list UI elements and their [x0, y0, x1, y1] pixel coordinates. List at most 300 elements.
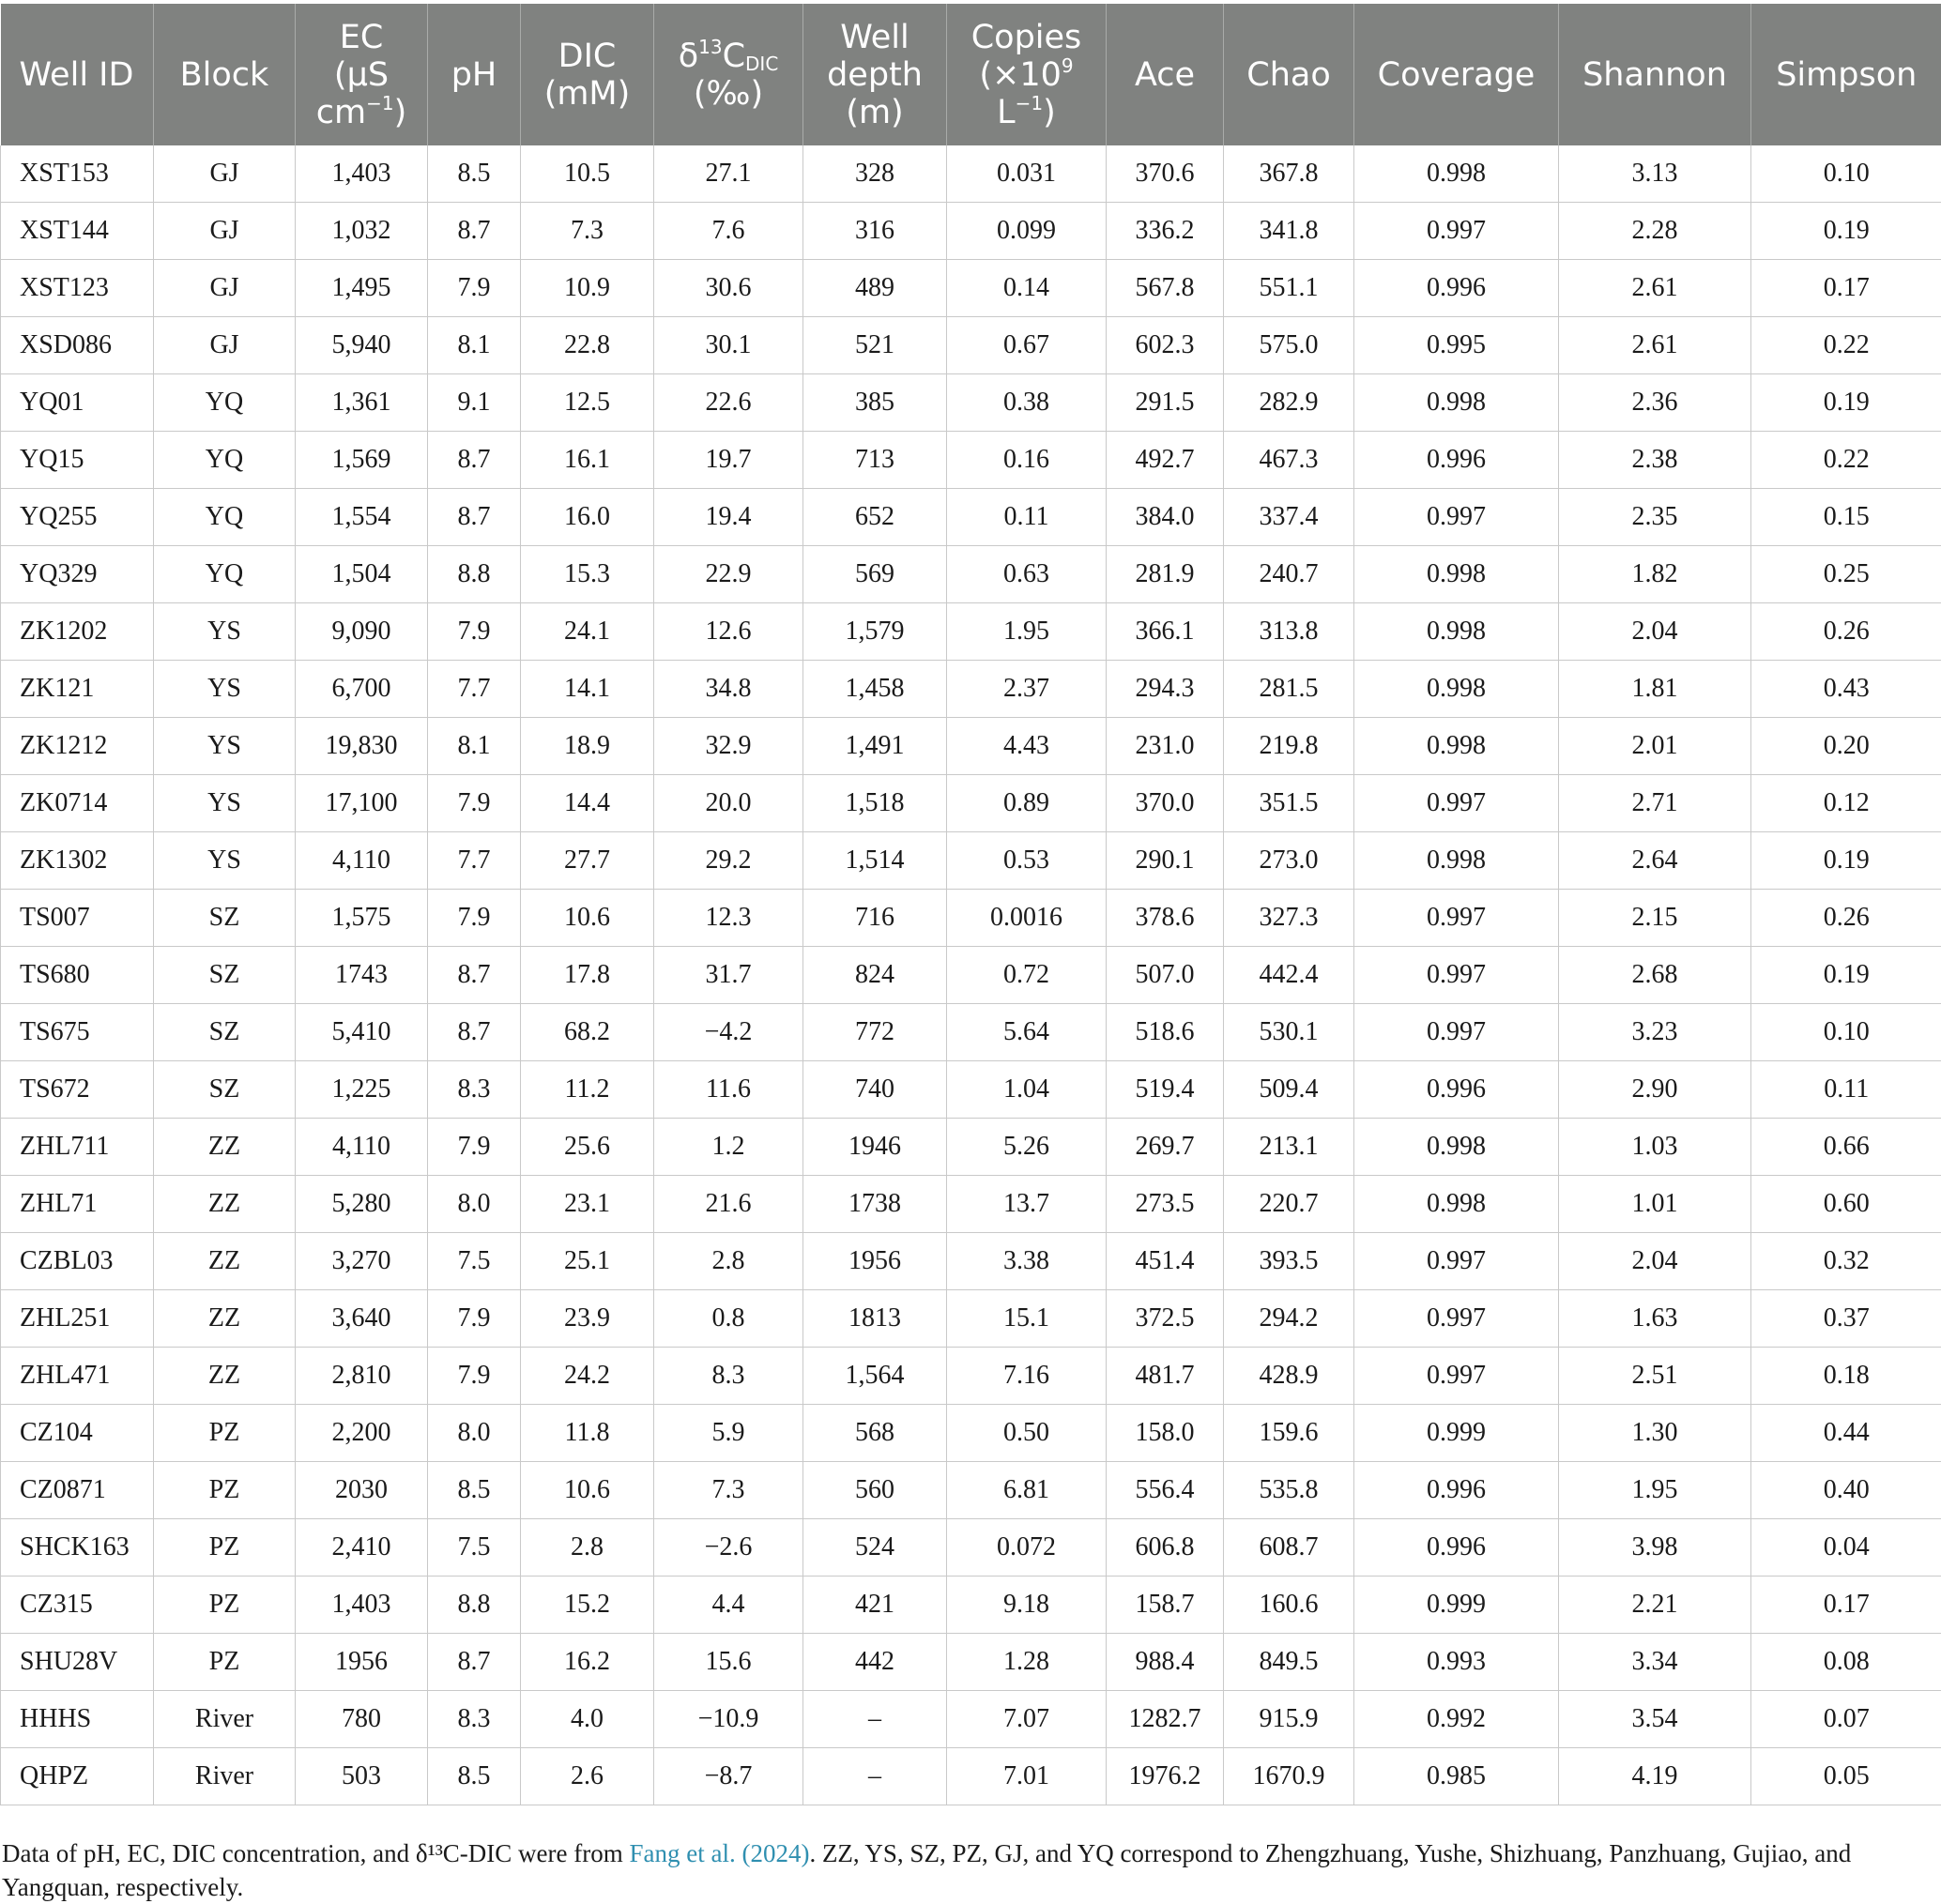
cell-ph: 8.7	[428, 432, 521, 489]
cell-d13c-dic: 30.1	[654, 317, 803, 374]
cell-chao: 367.8	[1224, 145, 1354, 203]
cell-block: GJ	[154, 203, 296, 260]
cell-well-id: ZHL251	[1, 1290, 154, 1348]
cell-ec: 2,200	[296, 1405, 428, 1462]
cell-well-id: XST153	[1, 145, 154, 203]
cell-ec: 1,403	[296, 1577, 428, 1634]
cell-block: YS	[154, 775, 296, 832]
cell-ace: 1976.2	[1107, 1748, 1224, 1805]
cell-coverage: 0.996	[1354, 1061, 1559, 1119]
table-row	[1, 432, 1941, 489]
cell-copies: 4.43	[947, 718, 1107, 775]
cell-coverage: 0.997	[1354, 1290, 1559, 1348]
cell-chao: 213.1	[1224, 1119, 1354, 1176]
cell-shannon: 2.35	[1559, 489, 1751, 546]
cell-dic: 10.5	[521, 145, 654, 203]
table-row	[1, 661, 1941, 718]
cell-shannon: 2.15	[1559, 890, 1751, 947]
cell-block: SZ	[154, 890, 296, 947]
header-dic: DIC (mM)	[521, 4, 654, 145]
cell-copies: 0.50	[947, 1405, 1107, 1462]
cell-ec: 3,640	[296, 1290, 428, 1348]
cell-ace: 366.1	[1107, 603, 1224, 661]
cell-ec: 19,830	[296, 718, 428, 775]
cell-simpson: 0.15	[1751, 489, 1941, 546]
cell-coverage: 0.996	[1354, 432, 1559, 489]
table-row	[1, 1748, 1941, 1805]
cell-simpson: 0.17	[1751, 1577, 1941, 1634]
cell-d13c-dic: 0.8	[654, 1290, 803, 1348]
cell-copies: 9.18	[947, 1577, 1107, 1634]
cell-ec: 1,403	[296, 145, 428, 203]
cell-dic: 14.4	[521, 775, 654, 832]
cell-copies: 7.01	[947, 1748, 1107, 1805]
cell-block: YS	[154, 832, 296, 890]
cell-well-id: HHHS	[1, 1691, 154, 1748]
cell-dic: 68.2	[521, 1004, 654, 1061]
cell-ph: 8.3	[428, 1061, 521, 1119]
cell-ec: 1956	[296, 1634, 428, 1691]
cell-well-depth: 421	[803, 1577, 947, 1634]
cell-simpson: 0.07	[1751, 1691, 1941, 1748]
cell-chao: 327.3	[1224, 890, 1354, 947]
footnote-text-end: . ZZ, YS, SZ, PZ, GJ, and YQ correspond to Zhengzhuang, Yushe, Shizhuang, Panzhuang, Gujiao, and Yangquan, respectively.	[2, 1839, 1851, 1901]
cell-well-id: CZ315	[1, 1577, 154, 1634]
cell-coverage: 0.997	[1354, 203, 1559, 260]
cell-well-id: YQ15	[1, 432, 154, 489]
cell-coverage: 0.996	[1354, 1519, 1559, 1577]
cell-copies: 3.38	[947, 1233, 1107, 1290]
cell-ph: 7.5	[428, 1519, 521, 1577]
cell-dic: 16.0	[521, 489, 654, 546]
header-simpson: Simpson	[1751, 4, 1941, 145]
cell-simpson: 0.44	[1751, 1405, 1941, 1462]
cell-shannon: 2.68	[1559, 947, 1751, 1004]
cell-copies: 0.072	[947, 1519, 1107, 1577]
cell-simpson: 0.08	[1751, 1634, 1941, 1691]
table-row	[1, 546, 1941, 603]
cell-chao: 1670.9	[1224, 1748, 1354, 1805]
cell-ph: 8.8	[428, 546, 521, 603]
cell-simpson: 0.19	[1751, 203, 1941, 260]
cell-ec: 503	[296, 1748, 428, 1805]
cell-ec: 1,361	[296, 374, 428, 432]
cell-well-depth: 713	[803, 432, 947, 489]
cell-well-depth: 385	[803, 374, 947, 432]
cell-coverage: 0.985	[1354, 1748, 1559, 1805]
table-row	[1, 890, 1941, 947]
cell-chao: 509.4	[1224, 1061, 1354, 1119]
cell-shannon: 3.54	[1559, 1691, 1751, 1748]
cell-shannon: 2.38	[1559, 432, 1751, 489]
cell-block: YQ	[154, 432, 296, 489]
cell-ph: 8.7	[428, 489, 521, 546]
cell-chao: 849.5	[1224, 1634, 1354, 1691]
cell-dic: 25.6	[521, 1119, 654, 1176]
cell-dic: 2.6	[521, 1748, 654, 1805]
cell-chao: 282.9	[1224, 374, 1354, 432]
cell-well-depth: 1813	[803, 1290, 947, 1348]
cell-ph: 8.5	[428, 1462, 521, 1519]
cell-copies: 0.031	[947, 145, 1107, 203]
cell-simpson: 0.26	[1751, 890, 1941, 947]
cell-d13c-dic: 8.3	[654, 1348, 803, 1405]
cell-copies: 0.16	[947, 432, 1107, 489]
cell-shannon: 2.64	[1559, 832, 1751, 890]
cell-copies: 2.37	[947, 661, 1107, 718]
cell-coverage: 0.998	[1354, 1176, 1559, 1233]
cell-copies: 0.67	[947, 317, 1107, 374]
cell-simpson: 0.32	[1751, 1233, 1941, 1290]
cell-ph: 7.9	[428, 890, 521, 947]
cell-chao: 281.5	[1224, 661, 1354, 718]
cell-ec: 1,495	[296, 260, 428, 317]
header-coverage: Coverage	[1354, 4, 1559, 145]
cell-coverage: 0.998	[1354, 374, 1559, 432]
cell-ph: 7.9	[428, 1290, 521, 1348]
cell-well-id: TS680	[1, 947, 154, 1004]
cell-d13c-dic: 12.3	[654, 890, 803, 947]
cell-coverage: 0.999	[1354, 1405, 1559, 1462]
cell-well-id: YQ01	[1, 374, 154, 432]
cell-chao: 551.1	[1224, 260, 1354, 317]
cell-simpson: 0.26	[1751, 603, 1941, 661]
table-row	[1, 203, 1941, 260]
cell-ace: 384.0	[1107, 489, 1224, 546]
cell-well-id: XST123	[1, 260, 154, 317]
cell-block: PZ	[154, 1405, 296, 1462]
cell-d13c-dic: 32.9	[654, 718, 803, 775]
table-row	[1, 374, 1941, 432]
cell-ph: 8.7	[428, 1634, 521, 1691]
cell-chao: 393.5	[1224, 1233, 1354, 1290]
table-row	[1, 718, 1941, 775]
cell-well-id: YQ255	[1, 489, 154, 546]
cell-coverage: 0.998	[1354, 832, 1559, 890]
cell-well-depth: 1738	[803, 1176, 947, 1233]
cell-d13c-dic: 30.6	[654, 260, 803, 317]
cell-ec: 1743	[296, 947, 428, 1004]
cell-ec: 3,270	[296, 1233, 428, 1290]
cell-ec: 1,504	[296, 546, 428, 603]
cell-dic: 17.8	[521, 947, 654, 1004]
table-row	[1, 1634, 1941, 1691]
cell-well-id: YQ329	[1, 546, 154, 603]
cell-shannon: 2.04	[1559, 1233, 1751, 1290]
cell-d13c-dic: 21.6	[654, 1176, 803, 1233]
cell-block: PZ	[154, 1577, 296, 1634]
cell-copies: 0.11	[947, 489, 1107, 546]
cell-copies: 7.07	[947, 1691, 1107, 1748]
cell-ph: 7.9	[428, 775, 521, 832]
cell-simpson: 0.19	[1751, 374, 1941, 432]
cell-well-depth: 652	[803, 489, 947, 546]
cell-ph: 8.1	[428, 718, 521, 775]
cell-chao: 351.5	[1224, 775, 1354, 832]
cell-copies: 0.14	[947, 260, 1107, 317]
cell-simpson: 0.19	[1751, 947, 1941, 1004]
cell-ph: 8.8	[428, 1577, 521, 1634]
cell-shannon: 1.95	[1559, 1462, 1751, 1519]
table-row	[1, 145, 1941, 203]
cell-ec: 1,554	[296, 489, 428, 546]
cell-dic: 23.1	[521, 1176, 654, 1233]
cell-ace: 492.7	[1107, 432, 1224, 489]
cell-chao: 160.6	[1224, 1577, 1354, 1634]
table-row	[1, 1519, 1941, 1577]
cell-ec: 5,940	[296, 317, 428, 374]
cell-ace: 518.6	[1107, 1004, 1224, 1061]
cell-shannon: 2.28	[1559, 203, 1751, 260]
cell-well-depth: 824	[803, 947, 947, 1004]
cell-dic: 2.8	[521, 1519, 654, 1577]
cell-well-depth: 568	[803, 1405, 947, 1462]
cell-well-id: TS007	[1, 890, 154, 947]
table-footnote	[2, 1836, 1939, 1904]
cell-d13c-dic: 12.6	[654, 603, 803, 661]
cell-dic: 10.9	[521, 260, 654, 317]
table-row	[1, 260, 1941, 317]
cell-ph: 7.9	[428, 1348, 521, 1405]
cell-shannon: 2.90	[1559, 1061, 1751, 1119]
cell-simpson: 0.25	[1751, 546, 1941, 603]
cell-ace: 158.7	[1107, 1577, 1224, 1634]
cell-chao: 428.9	[1224, 1348, 1354, 1405]
cell-chao: 313.8	[1224, 603, 1354, 661]
cell-simpson: 0.04	[1751, 1519, 1941, 1577]
cell-simpson: 0.17	[1751, 260, 1941, 317]
cell-ace: 451.4	[1107, 1233, 1224, 1290]
header-chao: Chao	[1224, 4, 1354, 145]
cell-coverage: 0.997	[1354, 947, 1559, 1004]
cell-ph: 8.5	[428, 1748, 521, 1805]
cell-block: SZ	[154, 1004, 296, 1061]
cell-simpson: 0.19	[1751, 832, 1941, 890]
cell-dic: 14.1	[521, 661, 654, 718]
cell-simpson: 0.20	[1751, 718, 1941, 775]
cell-ec: 2,410	[296, 1519, 428, 1577]
cell-block: ZZ	[154, 1348, 296, 1405]
cell-copies: 13.7	[947, 1176, 1107, 1233]
cell-well-depth: –	[803, 1748, 947, 1805]
header-ace: Ace	[1107, 4, 1224, 145]
cell-well-depth: 1,458	[803, 661, 947, 718]
cell-d13c-dic: 4.4	[654, 1577, 803, 1634]
cell-dic: 24.2	[521, 1348, 654, 1405]
cell-d13c-dic: 31.7	[654, 947, 803, 1004]
cell-block: YS	[154, 603, 296, 661]
cell-ace: 372.5	[1107, 1290, 1224, 1348]
cell-shannon: 2.36	[1559, 374, 1751, 432]
cell-d13c-dic: 29.2	[654, 832, 803, 890]
cell-ace: 281.9	[1107, 546, 1224, 603]
cell-coverage: 0.997	[1354, 1004, 1559, 1061]
cell-simpson: 0.40	[1751, 1462, 1941, 1519]
cell-ph: 7.9	[428, 260, 521, 317]
cell-coverage: 0.998	[1354, 603, 1559, 661]
cell-ec: 780	[296, 1691, 428, 1748]
cell-block: ZZ	[154, 1233, 296, 1290]
cell-simpson: 0.12	[1751, 775, 1941, 832]
cell-copies: 0.72	[947, 947, 1107, 1004]
cell-copies: 0.38	[947, 374, 1107, 432]
cell-shannon: 1.63	[1559, 1290, 1751, 1348]
cell-dic: 11.8	[521, 1405, 654, 1462]
cell-ace: 273.5	[1107, 1176, 1224, 1233]
cell-copies: 1.04	[947, 1061, 1107, 1119]
cell-copies: 0.099	[947, 203, 1107, 260]
cell-ace: 231.0	[1107, 718, 1224, 775]
cell-chao: 273.0	[1224, 832, 1354, 890]
cell-block: YS	[154, 661, 296, 718]
cell-well-id: ZHL71	[1, 1176, 154, 1233]
cell-shannon: 1.03	[1559, 1119, 1751, 1176]
table-row	[1, 603, 1941, 661]
header-ec: EC (μS $cm^{-1}$)	[296, 4, 428, 145]
table-row	[1, 1348, 1941, 1405]
cell-ph: 7.7	[428, 661, 521, 718]
cell-coverage: 0.996	[1354, 1462, 1559, 1519]
cell-coverage: 0.998	[1354, 546, 1559, 603]
citation-link[interactable]: Fang et al. (2024)	[629, 1839, 809, 1867]
cell-well-depth: 1,491	[803, 718, 947, 775]
cell-ph: 8.5	[428, 145, 521, 203]
cell-ph: 7.9	[428, 1119, 521, 1176]
cell-ph: 8.7	[428, 1004, 521, 1061]
cell-d13c-dic: 11.6	[654, 1061, 803, 1119]
header-copies: Copies ($\times 10^9$ $L^{-1}$)	[947, 4, 1107, 145]
cell-block: River	[154, 1748, 296, 1805]
cell-shannon: 2.04	[1559, 603, 1751, 661]
cell-ec: 5,410	[296, 1004, 428, 1061]
cell-copies: 5.64	[947, 1004, 1107, 1061]
cell-chao: 442.4	[1224, 947, 1354, 1004]
cell-ace: 606.8	[1107, 1519, 1224, 1577]
cell-d13c-dic: 2.8	[654, 1233, 803, 1290]
cell-ph: 8.1	[428, 317, 521, 374]
cell-dic: 16.2	[521, 1634, 654, 1691]
cell-shannon: 2.61	[1559, 317, 1751, 374]
cell-ph: 7.9	[428, 603, 521, 661]
cell-well-depth: 524	[803, 1519, 947, 1577]
table-row	[1, 1462, 1941, 1519]
cell-chao: 337.4	[1224, 489, 1354, 546]
cell-ec: 1,569	[296, 432, 428, 489]
cell-simpson: 0.05	[1751, 1748, 1941, 1805]
cell-ph: 8.0	[428, 1405, 521, 1462]
cell-well-depth: 521	[803, 317, 947, 374]
cell-ec: 6,700	[296, 661, 428, 718]
cell-copies: 0.63	[947, 546, 1107, 603]
cell-well-id: ZK0714	[1, 775, 154, 832]
cell-coverage: 0.998	[1354, 718, 1559, 775]
cell-d13c-dic: 34.8	[654, 661, 803, 718]
cell-simpson: 0.22	[1751, 317, 1941, 374]
cell-coverage: 0.996	[1354, 260, 1559, 317]
cell-coverage: 0.997	[1354, 775, 1559, 832]
cell-shannon: 3.34	[1559, 1634, 1751, 1691]
cell-chao: 575.0	[1224, 317, 1354, 374]
cell-chao: 467.3	[1224, 432, 1354, 489]
cell-block: YS	[154, 718, 296, 775]
cell-coverage: 0.997	[1354, 890, 1559, 947]
cell-dic: 12.5	[521, 374, 654, 432]
cell-well-id: CZ0871	[1, 1462, 154, 1519]
cell-simpson: 0.10	[1751, 1004, 1941, 1061]
cell-ace: 507.0	[1107, 947, 1224, 1004]
cell-shannon: 2.71	[1559, 775, 1751, 832]
cell-copies: 0.53	[947, 832, 1107, 890]
cell-well-id: ZK121	[1, 661, 154, 718]
cell-ph: 8.0	[428, 1176, 521, 1233]
cell-ph: 7.7	[428, 832, 521, 890]
cell-ace: 370.0	[1107, 775, 1224, 832]
cell-shannon: 3.98	[1559, 1519, 1751, 1577]
cell-d13c-dic: 27.1	[654, 145, 803, 203]
table-row	[1, 1176, 1941, 1233]
cell-ace: 567.8	[1107, 260, 1224, 317]
cell-well-id: TS672	[1, 1061, 154, 1119]
cell-coverage: 0.998	[1354, 661, 1559, 718]
cell-d13c-dic: 7.3	[654, 1462, 803, 1519]
table-row	[1, 1577, 1941, 1634]
cell-dic: 7.3	[521, 203, 654, 260]
cell-well-depth: 560	[803, 1462, 947, 1519]
cell-dic: 10.6	[521, 890, 654, 947]
cell-coverage: 0.998	[1354, 1119, 1559, 1176]
cell-shannon: 2.51	[1559, 1348, 1751, 1405]
cell-copies: 5.26	[947, 1119, 1107, 1176]
cell-well-depth: 740	[803, 1061, 947, 1119]
cell-ace: 290.1	[1107, 832, 1224, 890]
cell-chao: 341.8	[1224, 203, 1354, 260]
table-row	[1, 1405, 1941, 1462]
cell-d13c-dic: 7.6	[654, 203, 803, 260]
cell-dic: 11.2	[521, 1061, 654, 1119]
header-well-depth: Well depth (m)	[803, 4, 947, 145]
cell-ec: 17,100	[296, 775, 428, 832]
cell-coverage: 0.995	[1354, 317, 1559, 374]
cell-simpson: 0.18	[1751, 1348, 1941, 1405]
cell-well-id: ZHL471	[1, 1348, 154, 1405]
cell-well-id: ZK1212	[1, 718, 154, 775]
cell-ace: 291.5	[1107, 374, 1224, 432]
table-row	[1, 1119, 1941, 1176]
cell-ph: 8.7	[428, 947, 521, 1004]
cell-chao: 535.8	[1224, 1462, 1354, 1519]
cell-shannon: 3.23	[1559, 1004, 1751, 1061]
table-row	[1, 317, 1941, 374]
cell-shannon: 2.21	[1559, 1577, 1751, 1634]
cell-block: YQ	[154, 546, 296, 603]
table-row	[1, 947, 1941, 1004]
cell-d13c-dic: 5.9	[654, 1405, 803, 1462]
cell-ec: 1,032	[296, 203, 428, 260]
cell-ph: 8.7	[428, 203, 521, 260]
cell-dic: 18.9	[521, 718, 654, 775]
cell-block: PZ	[154, 1634, 296, 1691]
cell-dic: 15.3	[521, 546, 654, 603]
cell-chao: 219.8	[1224, 718, 1354, 775]
cell-ec: 4,110	[296, 832, 428, 890]
cell-block: YQ	[154, 489, 296, 546]
table-body	[1, 145, 1941, 1805]
cell-dic: 15.2	[521, 1577, 654, 1634]
cell-d13c-dic: 15.6	[654, 1634, 803, 1691]
header-shannon: Shannon	[1559, 4, 1751, 145]
cell-well-depth: 772	[803, 1004, 947, 1061]
cell-ec: 1,575	[296, 890, 428, 947]
